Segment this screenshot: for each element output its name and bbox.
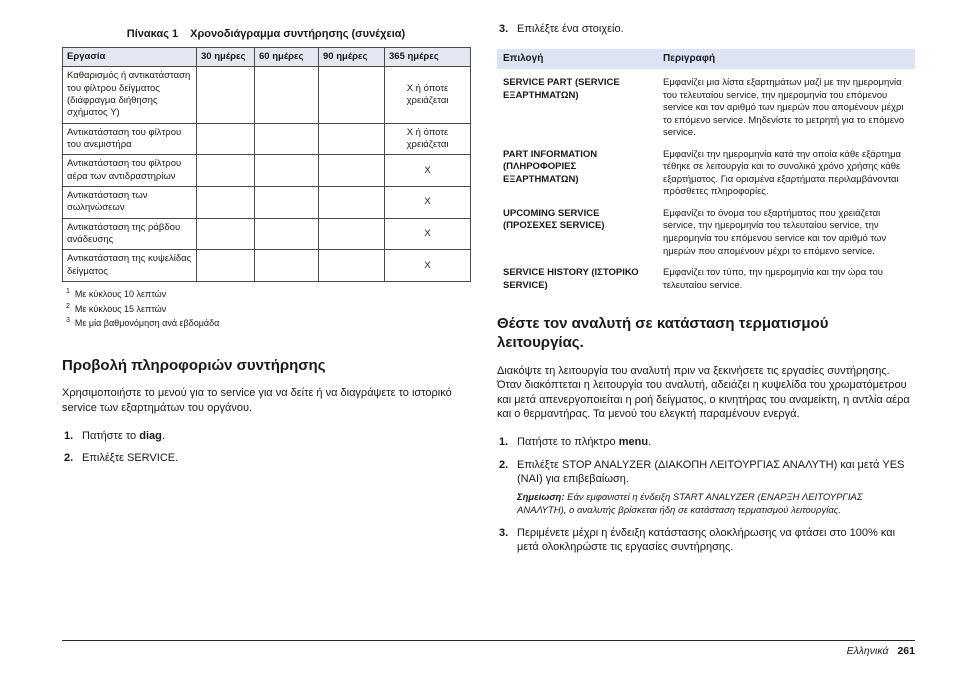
right-column [497,22,915,563]
column-header-30-days: 30 ημέρες [197,48,255,67]
mark-90-cell [319,187,385,219]
footnote-text: Με μία βαθμονόμηση ανά εβδομάδα [74,318,220,329]
column-header-task: Εργασία [63,48,197,67]
step-text-run: Επιλέξτε SERVICE. [82,452,179,465]
step-text [82,451,470,466]
options-header-row [497,49,915,70]
mark-60-cell [255,250,319,282]
footnote [66,302,470,317]
mark-30-cell [197,187,255,219]
column-header-option: Επιλογή [497,49,657,70]
mark-30-cell [197,123,255,155]
task-cell: Αντικατάσταση του φίλτρου αέρα των αντιδραστηρίων [63,155,197,187]
step-number: 1. [499,436,509,449]
option-row [497,259,915,293]
option-description-cell: Εμφανίζει μια λίστα εξαρτημάτων μαζί με την ημερομηνία του τελευταίου service, την ημερομηνία του επόμενου service και τον αριθμό των ημερών που απομένουν μέχρι το επόμενο service. Μηδενίστε το μετρητή για το επόμενο service. [663,77,905,139]
table-row [63,218,471,250]
table-row [63,250,471,282]
step [497,526,915,555]
step-key-name: diag [139,429,162,442]
table-row [63,187,471,219]
option-name-cell: SERVICE HISTORY (ΙΣΤΟΡΙΚΟ SERVICE) [503,267,639,291]
mark-90-cell [319,123,385,155]
footer-page-number: 261 [897,645,915,657]
option-name-cell: UPCOMING SERVICE (ΠΡΟΣΕΧΕΣ SERVICE) [503,207,605,232]
mark-90-cell [319,155,385,187]
maintenance-header-row [63,48,471,67]
mark-30-cell [197,155,255,187]
column-header-365-days: 365 ημέρες [385,48,471,67]
task-cell: Αντικατάσταση της ράβδου ανάδευσης [63,218,197,250]
mark-60-cell [255,218,319,250]
mark-60-cell [255,187,319,219]
two-column-layout [62,22,915,563]
step-text [517,435,915,450]
footnote-text: Με κύκλους 10 λεπτών [74,289,167,300]
table-footnotes [62,287,470,331]
footnote [66,316,470,331]
mark-365-cell: X [385,155,471,187]
footnote-marker: 3 [66,317,70,325]
step-text-run: . [161,429,165,442]
option-description-cell: Εμφανίζει την ημερομηνία κατά την οποία κάθε εξάρτημα τέθηκε σε λειτουργία και το συνολικό χρόνο χρήσης κάθε εξαρτήματος. Για ορισμένα εξαρτήματα περιλαμβάνονται πρόσθετες πληροφορίες. [663,148,902,198]
column-header-60-days: 60 ημέρες [255,48,319,67]
footnote-marker: 1 [66,288,70,296]
mark-30-cell [197,67,255,123]
mark-30-cell [197,250,255,282]
table-row [63,155,471,187]
task-cell: Αντικατάσταση της κυψελίδας δείγματος [63,250,197,282]
step-key-name: menu [618,436,649,449]
table-caption-label: Πίνακας 1 [126,28,179,40]
step-number: 3. [499,23,509,35]
step-number: 2. [64,452,74,465]
column-header-90-days: 90 ημέρες [319,48,385,67]
footnote-marker: 2 [66,302,70,310]
shutdown-intro-paragraph: Διακόψτε τη λειτουργία του αναλυτή πριν να ξεκινήσετε τις εργασίες συντήρησης. Όταν διακόπτεται η λειτουργία του αναλυτή, αδειάζει η κυψελίδα του χρωματόμετρου και μετά απενεργοποιείται η ροή δείγματος, ο κινητήρας του αναμείκτη, η αντλία αέρα και ο θερμαντήρας. Τα μενού του ελεγκτή παραμένουν ενεργά. [497,364,910,421]
step [62,429,470,444]
step [497,22,915,37]
view-service-steps [62,429,470,466]
mark-30-cell [197,218,255,250]
note [517,492,887,518]
note-label: Σημείωση: [517,491,565,503]
step-text [517,526,915,555]
page-footer [62,640,915,657]
mark-365-cell: X ή όποτε χρειάζεται [385,123,471,155]
option-name-cell: PART INFORMATION (ΠΛΗΡΟΦΟΡΙΕΣ ΕΞΑΡΤΗΜΑΤΩΝ) [503,148,598,185]
column-header-description: Περιγραφή [657,49,915,70]
step-text: Επιλέξτε ένα στοιχείο. [517,23,624,35]
step [497,458,915,518]
step-number: 2. [499,458,509,471]
left-column [62,22,470,563]
maintenance-schedule-table [62,47,471,282]
mark-365-cell: X ή όποτε χρειάζεται [385,67,471,123]
step-text-run: Πατήστε το πλήκτρο [517,436,619,449]
section-heading-shutdown-analyzer: Θέστε τον αναλυτή σε κατάσταση τερματισμού λειτουργίας. [497,315,829,351]
table-row [63,123,471,155]
table-caption-text: Χρονοδιάγραμμα συντήρησης (συνέχεια) [190,28,406,40]
task-cell: Αντικατάσταση του φίλτρου του ανεμιστήρα [63,123,197,155]
step-text-run: Πατήστε το [82,429,140,442]
mark-60-cell [255,123,319,155]
section-heading-view-service-info: Προβολή πληροφοριών συντήρησης [62,356,326,374]
mark-365-cell: X [385,187,471,219]
footnote-text: Με κύκλους 15 λεπτών [74,303,167,314]
shutdown-steps [497,435,915,555]
step-text [82,429,470,444]
footer-language-label: Ελληνικά [846,645,889,657]
footnote [66,287,470,302]
step-number: 1. [64,429,74,442]
option-name-cell: SERVICE PART (SERVICE ΕΞΑΡΤΗΜΑΤΩΝ) [503,77,620,101]
table-row [63,67,471,123]
option-row [497,141,915,200]
mark-365-cell: X [385,218,471,250]
mark-90-cell [319,250,385,282]
step [62,451,470,466]
mark-90-cell [319,218,385,250]
task-cell: Καθαρισμός ή αντικατάσταση του φίλτρου δείγματος (διάφραγμα διήθησης σχήματος Y) [63,67,197,123]
mark-60-cell [255,155,319,187]
step [497,435,915,450]
task-cell: Αντικατάσταση των σωληνώσεων [63,187,197,219]
note-text: Εάν εμφανιστεί η ένδειξη START ANALYZER (ΕΝΑΡΞΗ ΛΕΙΤΟΥΡΓΙΑΣ ΑΝΑΛΥΤΗ), ο αναλυτής βρίσκεται ήδη σε κατάσταση τερματισμού λειτουργίας. [517,491,863,516]
step-text-run: . [648,436,652,449]
step-text [517,458,915,518]
mark-60-cell [255,67,319,123]
option-description-cell: Εμφανίζει τον τύπο, την ημερομηνία και την ώρα του τελευταίου service. [663,267,883,291]
service-options-table [497,49,915,293]
mark-90-cell [319,67,385,123]
option-row [497,69,915,141]
step-text-run: Περιμένετε μέχρι η ένδειξη κατάστασης ολοκλήρωσης να φτάσει στο 100% και μετά ολοκληρώστε τις εργασίες συντήρησης. [517,526,896,554]
mark-365-cell: X [385,250,471,282]
maintenance-table-caption [62,28,470,40]
option-description-cell: Εμφανίζει το όνομα του εξαρτήματος που χρειάζεται service, την ημερομηνία του τελευταίου service, την ημερομηνία του επόμενου service και τον αριθμό των ημερών που απομένουν μέχρι το επόμενο service. [663,207,887,257]
view-service-intro-paragraph: Χρησιμοποιήστε το μενού για το service για να δείτε ή να διαγράψετε το ιστορικό service των εξαρτημάτων του οργάνου. [62,387,452,415]
option-row [497,200,915,259]
step-number: 3. [499,526,509,539]
step-text-run: Επιλέξτε STOP ANALYZER (ΔΙΑΚΟΠΗ ΛΕΙΤΟΥΡΓΙΑΣ ΑΝΑΛΥΤΗ) και μετά YES (ΝΑΙ) για επιβεβαίωση. [517,458,905,486]
